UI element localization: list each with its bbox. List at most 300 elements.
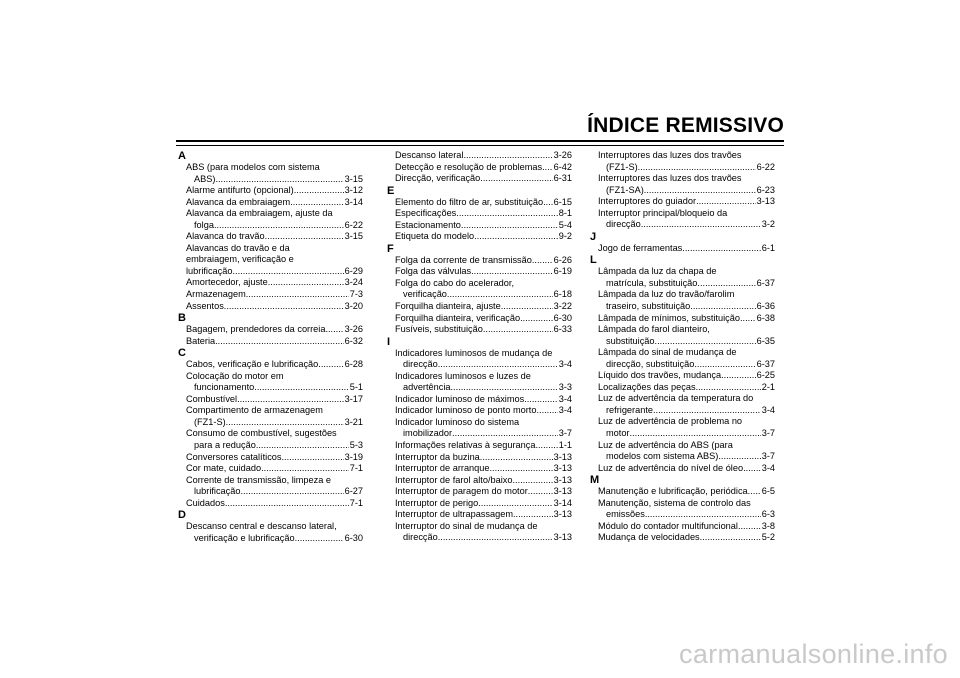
- index-entry-term: Etiqueta do modelo: [395, 231, 475, 242]
- index-page-number: 7-3: [349, 289, 363, 300]
- index-entry-line: [395, 324, 572, 336]
- index-entry-term: verificação e lubrificação: [194, 532, 295, 543]
- index-letter-heading: L: [590, 254, 597, 267]
- index-entry: [590, 463, 775, 475]
- index-entry: [590, 208, 775, 231]
- index-entry: [387, 348, 572, 371]
- index-page-number: 6-32: [344, 335, 363, 346]
- dot-leader: [700, 532, 761, 544]
- index-entry-term: Lâmpada de mínimos, substituição: [598, 312, 740, 323]
- index-page-number: 5-1: [349, 382, 363, 393]
- dot-leader: [295, 533, 344, 545]
- index-entry-line: [395, 452, 572, 464]
- index-entry-line: [598, 382, 775, 394]
- index-entry: [387, 452, 572, 464]
- index-entry: [178, 162, 363, 185]
- index-entry-line: [598, 463, 775, 475]
- index-entry-line: [598, 486, 775, 498]
- index-entry-line: [395, 428, 572, 440]
- index-page-number: 3-7: [761, 428, 775, 439]
- index-entry-line: [395, 382, 572, 394]
- index-entry: [590, 382, 775, 394]
- dot-leader: [254, 382, 348, 394]
- index-entry-term: Detecção e resolução de problemas: [395, 161, 543, 172]
- index-page-number: 7-1: [349, 463, 363, 474]
- index-entry-term: Combustível: [186, 393, 238, 404]
- dot-leader: [501, 301, 553, 313]
- index-entry: [178, 359, 363, 371]
- index-entry-text: Descanso central e descanso lateral,: [186, 521, 337, 532]
- index-entry-line: [598, 370, 775, 382]
- index-page-number: 3-17: [344, 393, 363, 404]
- index-entry-line: [395, 220, 572, 232]
- index-entry-line: [598, 336, 775, 348]
- index-entry-line: [186, 382, 363, 394]
- index-entry: [590, 150, 775, 173]
- index-entry-term: Forquilha dianteira, verificação: [395, 312, 521, 323]
- index-page-number: 6-42: [553, 161, 572, 172]
- index-entry-term: advertência: [403, 382, 451, 393]
- index-entry-line: [598, 243, 775, 255]
- index-entry-term: motor: [606, 428, 630, 439]
- index-page-number: 6-19: [553, 266, 572, 277]
- index-entry: [387, 313, 572, 325]
- index-entry: [387, 405, 572, 417]
- index-entry-line: [186, 452, 363, 464]
- index-entry: [590, 498, 775, 521]
- index-entry-term: substituição: [606, 335, 655, 346]
- index-page-number: 3-26: [344, 324, 363, 335]
- index-letter-heading: F: [387, 242, 394, 255]
- index-page-number: 6-1: [761, 242, 775, 253]
- index-entry-term: Especificações: [395, 208, 457, 219]
- index-entry-line: [598, 359, 775, 371]
- index-entry-term: Fusíveis, substituição: [395, 324, 483, 335]
- page-title: ÍNDICE REMISSIVO: [587, 114, 784, 137]
- index-page-number: 3-24: [344, 277, 363, 288]
- index-page-number: 6-36: [756, 301, 775, 312]
- index-entry: [178, 185, 363, 197]
- index-entry: [387, 278, 572, 301]
- index-entry: [590, 324, 775, 347]
- index-entry-line: [395, 509, 572, 521]
- index-page-number: 3-2: [761, 219, 775, 230]
- index-entry-term: Armazenagem: [186, 289, 246, 300]
- index-entry-line: [186, 486, 363, 498]
- index-page-number: 6-15: [553, 196, 572, 207]
- index-entry-line: [598, 451, 775, 463]
- index-letter-heading: D: [178, 509, 186, 522]
- index-entry-text: Interruptores das luzes dos travões: [598, 173, 742, 184]
- index-letter-heading: J: [590, 230, 597, 243]
- index-entry-line: [186, 266, 363, 278]
- index-entry: [178, 277, 363, 289]
- index-entry-term: lubrificação: [194, 486, 241, 497]
- index-entry-line: [598, 196, 775, 208]
- index-entry-line: [395, 532, 572, 544]
- index-entry-line: [186, 289, 363, 301]
- dot-leader: [225, 498, 349, 510]
- dot-leader: [214, 220, 344, 232]
- index-entry-text: Interruptor do sinal de mudança de: [395, 520, 538, 531]
- index-entry: [590, 370, 775, 382]
- index-letter-heading: E: [387, 184, 395, 197]
- index-entry-term: funcionamento: [194, 382, 255, 393]
- index-page-number: 3-13: [553, 509, 572, 520]
- index-page-number: 6-5: [761, 486, 775, 497]
- index-entry-term: Módulo do contador multifuncional: [598, 520, 738, 531]
- index-entry-line: [598, 532, 775, 544]
- dot-leader: [543, 197, 553, 209]
- dot-leader: [653, 405, 761, 417]
- index-entry: [590, 289, 775, 312]
- dot-leader: [232, 266, 343, 278]
- index-entry-term: Elemento do filtro de ar, substituição: [395, 196, 544, 207]
- dot-leader: [325, 324, 343, 336]
- index-entry: [590, 266, 775, 289]
- index-entry-term: lubrificação: [186, 265, 233, 276]
- index-page-number: 6-37: [756, 358, 775, 369]
- dot-leader: [630, 428, 761, 440]
- index-entry: [387, 371, 572, 394]
- index-entry-term: direcção, substituição: [606, 358, 695, 369]
- index-entry-term: Interruptores do guiador: [598, 196, 697, 207]
- index-entry-term: Conversores catalíticos: [186, 451, 282, 462]
- index-page-number: 5-4: [558, 219, 572, 230]
- dot-leader: [694, 359, 755, 371]
- index-entry-line: [395, 208, 572, 220]
- index-entry-term: Bateria: [186, 335, 216, 346]
- index-page-number: 6-22: [344, 219, 363, 230]
- index-entry: [590, 173, 775, 196]
- index-column-3: [590, 150, 775, 544]
- dot-leader: [718, 451, 760, 463]
- index-entry: [178, 197, 363, 209]
- dot-leader: [480, 173, 552, 185]
- index-entry-term: Interruptor de perigo: [395, 497, 479, 508]
- index-entry: [178, 475, 363, 498]
- index-entry-line: [186, 336, 363, 348]
- index-entry-line: [598, 278, 775, 290]
- index-entry-line: [186, 498, 363, 510]
- dot-leader: [438, 532, 553, 544]
- index-entry-term: imobilizador: [403, 428, 453, 439]
- index-letter-heading: C: [178, 347, 186, 360]
- dot-leader: [261, 463, 349, 475]
- index-entry-term: Cuidados: [186, 497, 225, 508]
- dot-leader: [438, 359, 558, 371]
- index-page-number: 6-25: [756, 370, 775, 381]
- index-entry: [387, 463, 572, 475]
- index-entry-term: Luz de advertência do nível de óleo: [598, 462, 744, 473]
- index-entry-term: Manutenção e lubrificação, periódica: [598, 486, 748, 497]
- index-entry-term: Bagagem, prendedores da correia: [186, 324, 326, 335]
- index-entry-term: Localizações das peças: [598, 381, 696, 392]
- index-page-number: 6-30: [344, 532, 363, 543]
- index-entry: [178, 324, 363, 336]
- dot-leader: [282, 452, 344, 464]
- dot-leader: [520, 313, 552, 325]
- index-entry: [178, 405, 363, 428]
- index-entry-text: Indicador luminoso do sistema: [395, 416, 520, 427]
- index-page-number: 6-22: [756, 161, 775, 172]
- index-entry: [178, 289, 363, 301]
- index-entry-term: para a redução: [194, 440, 256, 451]
- dot-leader: [452, 428, 558, 440]
- index-page-number: 3-8: [761, 520, 775, 531]
- dot-leader: [240, 486, 343, 498]
- dot-leader: [535, 440, 557, 452]
- index-entry: [387, 150, 572, 162]
- index-page-number: 3-20: [344, 300, 363, 311]
- index-page-number: 6-3: [761, 509, 775, 520]
- index-entry-line: [186, 174, 363, 186]
- index-entry-line: [395, 197, 572, 209]
- index-entry-line: [186, 185, 363, 197]
- dot-leader: [451, 382, 558, 394]
- index-entry-line: [186, 417, 363, 429]
- dot-leader: [265, 231, 344, 243]
- index-page-number: 9-2: [558, 231, 572, 242]
- index-entry: [178, 301, 363, 313]
- index-entry-term: Informações relativas à segurança: [395, 440, 536, 451]
- index-entry-text: Luz de advertência da temperatura do: [598, 393, 754, 404]
- dot-leader: [294, 185, 344, 197]
- index-entry-term: direcção: [606, 219, 641, 230]
- index-page-number: 5-2: [761, 532, 775, 543]
- index-entry-term: modelos com sistema ABS): [606, 451, 719, 462]
- index-entry-text: Corrente de transmissão, limpeza e: [186, 474, 332, 485]
- index-entry: [387, 394, 572, 406]
- index-entry-term: traseiro, substituição: [606, 301, 691, 312]
- dot-leader: [224, 301, 344, 313]
- index-entry-term: Interruptor de farol alto/baixo: [395, 474, 513, 485]
- index-page-number: 7-1: [349, 497, 363, 508]
- index-entry: [387, 266, 572, 278]
- index-entry-line: [598, 301, 775, 313]
- index-entry: [387, 417, 572, 440]
- index-page-number: 3-13: [553, 474, 572, 485]
- index-entry-line: [598, 428, 775, 440]
- index-entry-line: [186, 277, 363, 289]
- index-entry: [387, 486, 572, 498]
- index-entry-text: Indicadores luminosos de mudança de: [395, 347, 553, 358]
- index-page-number: 3-4: [558, 393, 572, 404]
- index-entry-line: [598, 405, 775, 417]
- index-entry-text: embraiagem, verificação e: [186, 254, 294, 265]
- dot-leader: [226, 417, 344, 429]
- index-entry-term: Alarme antifurto (opcional): [186, 185, 294, 196]
- index-entry-line: [395, 173, 572, 185]
- index-entry-term: Folga das válvulas: [395, 266, 472, 277]
- index-entry-term: Mudança de velocidades: [598, 532, 700, 543]
- index-entry: [387, 498, 572, 510]
- dot-leader: [512, 475, 552, 487]
- index-entry-term: Interruptor de paragem do motor: [395, 486, 528, 497]
- index-entry-term: ABS): [194, 173, 216, 184]
- index-entry-line: [186, 197, 363, 209]
- dot-leader: [480, 452, 553, 464]
- dot-leader: [237, 394, 344, 406]
- index-page-number: 6-35: [756, 335, 775, 346]
- dot-leader: [456, 208, 557, 220]
- index-entry-line: [395, 498, 572, 510]
- index-entry-term: Estacionamento: [395, 219, 461, 230]
- index-entry-line: [395, 266, 572, 278]
- index-entry: [387, 475, 572, 487]
- index-page-number: 6-23: [756, 184, 775, 195]
- index-entry-term: Cor mate, cuidado: [186, 463, 262, 474]
- title-rule-thin: [176, 145, 784, 146]
- dot-leader: [478, 498, 552, 510]
- dot-leader: [318, 359, 343, 371]
- index-page-number: 3-15: [344, 231, 363, 242]
- index-entry-line: [395, 463, 572, 475]
- index-entry-text: Alavancas do travão e da: [186, 242, 290, 253]
- index-entry: [178, 231, 363, 243]
- dot-leader: [542, 162, 553, 174]
- dot-leader: [215, 174, 343, 186]
- index-page-number: 3-15: [344, 173, 363, 184]
- index-entry-line: [395, 440, 572, 452]
- index-entry-term: folga: [194, 219, 214, 230]
- index-entry-line: [395, 486, 572, 498]
- dot-leader: [215, 336, 343, 348]
- dot-leader: [641, 219, 761, 231]
- index-entry-line: [186, 220, 363, 232]
- index-page-number: 3-14: [553, 497, 572, 508]
- index-entry-line: [395, 405, 572, 417]
- index-page-number: 3-13: [553, 451, 572, 462]
- index-entry-line: [186, 440, 363, 452]
- index-entry: [590, 313, 775, 325]
- index-entry-line: [395, 301, 572, 313]
- index-page-number: 3-7: [761, 451, 775, 462]
- index-entry-text: Lâmpada da luz do travão/farolim: [598, 289, 735, 300]
- index-entry-text: Folga do cabo do acelerador,: [395, 277, 515, 288]
- index-page-number: 6-18: [553, 289, 572, 300]
- index-entry: [178, 336, 363, 348]
- index-page-number: 3-4: [761, 404, 775, 415]
- index-entry: [590, 440, 775, 463]
- dot-leader: [290, 197, 343, 209]
- index-entry-text: ABS (para modelos com sistema: [186, 162, 320, 172]
- index-entry-text: Colocação do motor em: [186, 370, 284, 381]
- index-entry-term: Alavanca do travão: [186, 231, 265, 242]
- index-entry: [590, 486, 775, 498]
- index-page-number: 6-38: [756, 312, 775, 323]
- dot-leader: [536, 405, 557, 417]
- index-entry-term: Interruptor de ultrapassagem: [395, 509, 513, 520]
- index-page-number: 3-19: [344, 451, 363, 462]
- dot-leader: [690, 301, 755, 313]
- index-page-number: 3-12: [344, 185, 363, 196]
- index-entry-line: [186, 394, 363, 406]
- index-entry: [387, 324, 572, 336]
- dot-leader: [645, 509, 761, 521]
- index-entry: [590, 393, 775, 416]
- index-entry: [590, 243, 775, 255]
- index-entry-term: Interruptor da buzina: [395, 451, 480, 462]
- index-entry-term: direcção: [403, 532, 438, 543]
- dot-leader: [528, 486, 553, 498]
- index-entry-line: [395, 162, 572, 174]
- index-entry-line: [395, 359, 572, 371]
- index-page-number: 2-1: [761, 381, 775, 392]
- index-entry-line: [186, 231, 363, 243]
- index-entry-line: [598, 162, 775, 174]
- index-page-number: 3-14: [344, 196, 363, 207]
- index-page-number: 3-13: [756, 196, 775, 207]
- index-letter-heading: M: [590, 474, 600, 487]
- index-entry-text: Lâmpada do farol dianteiro,: [598, 324, 710, 335]
- dot-leader: [447, 289, 553, 301]
- dot-leader: [490, 463, 553, 475]
- dot-leader: [524, 394, 558, 406]
- index-entry-line: [598, 521, 775, 533]
- index-entry-term: Assentos: [186, 300, 224, 311]
- index-entry-line: [186, 359, 363, 371]
- index-page-number: 3-13: [553, 463, 572, 474]
- dot-leader: [748, 486, 761, 498]
- index-entry-line: [598, 509, 775, 521]
- index-entry: [178, 452, 363, 464]
- index-entry-term: verificação: [403, 289, 447, 300]
- index-page-number: 3-13: [553, 486, 572, 497]
- index-entry-term: Interruptor de arranque: [395, 463, 490, 474]
- dot-leader: [513, 509, 553, 521]
- index-entry: [387, 301, 572, 313]
- index-entry: [178, 243, 363, 278]
- index-page-number: 3-4: [558, 359, 572, 370]
- index-entry-line: [395, 150, 572, 162]
- index-entry: [387, 440, 572, 452]
- index-entry: [590, 532, 775, 544]
- index-entry: [387, 208, 572, 220]
- index-page-number: 6-27: [344, 486, 363, 497]
- index-entry-line: [186, 463, 363, 475]
- index-page-number: 3-26: [553, 150, 572, 160]
- dot-leader: [256, 440, 349, 452]
- index-entry-term: Indicador luminoso de máximos: [395, 393, 525, 404]
- index-entry-text: Compartimento de armazenagem: [186, 405, 323, 416]
- index-entry-line: [598, 219, 775, 231]
- index-entry-text: Luz de advertência de problema no: [598, 416, 743, 427]
- index-entry: [590, 416, 775, 439]
- index-entry: [590, 196, 775, 208]
- index-entry-term: Amortecedor, ajuste: [186, 277, 268, 288]
- index-letter-heading: I: [387, 335, 391, 348]
- dot-leader: [696, 196, 756, 208]
- index-page-number: 3-4: [558, 405, 572, 416]
- index-entry: [178, 208, 363, 231]
- dot-leader: [483, 324, 553, 336]
- index-entry-term: (FZ1-S): [194, 416, 226, 427]
- index-entry-term: Descanso lateral: [395, 150, 464, 160]
- dot-leader: [743, 463, 761, 475]
- index-page-number: 6-28: [344, 359, 363, 370]
- title-rule-thick: [176, 140, 784, 142]
- dot-leader: [655, 336, 756, 348]
- index-entry-text: Interruptor principal/bloqueio da: [598, 207, 728, 218]
- index-entry: [387, 255, 572, 267]
- index-entry-line: [395, 394, 572, 406]
- dot-leader: [532, 255, 553, 267]
- index-column-1: [178, 150, 363, 544]
- index-entry-line: [598, 313, 775, 325]
- index-page-number: 6-29: [344, 265, 363, 276]
- index-entry-term: Alavanca da embraiagem: [186, 196, 291, 207]
